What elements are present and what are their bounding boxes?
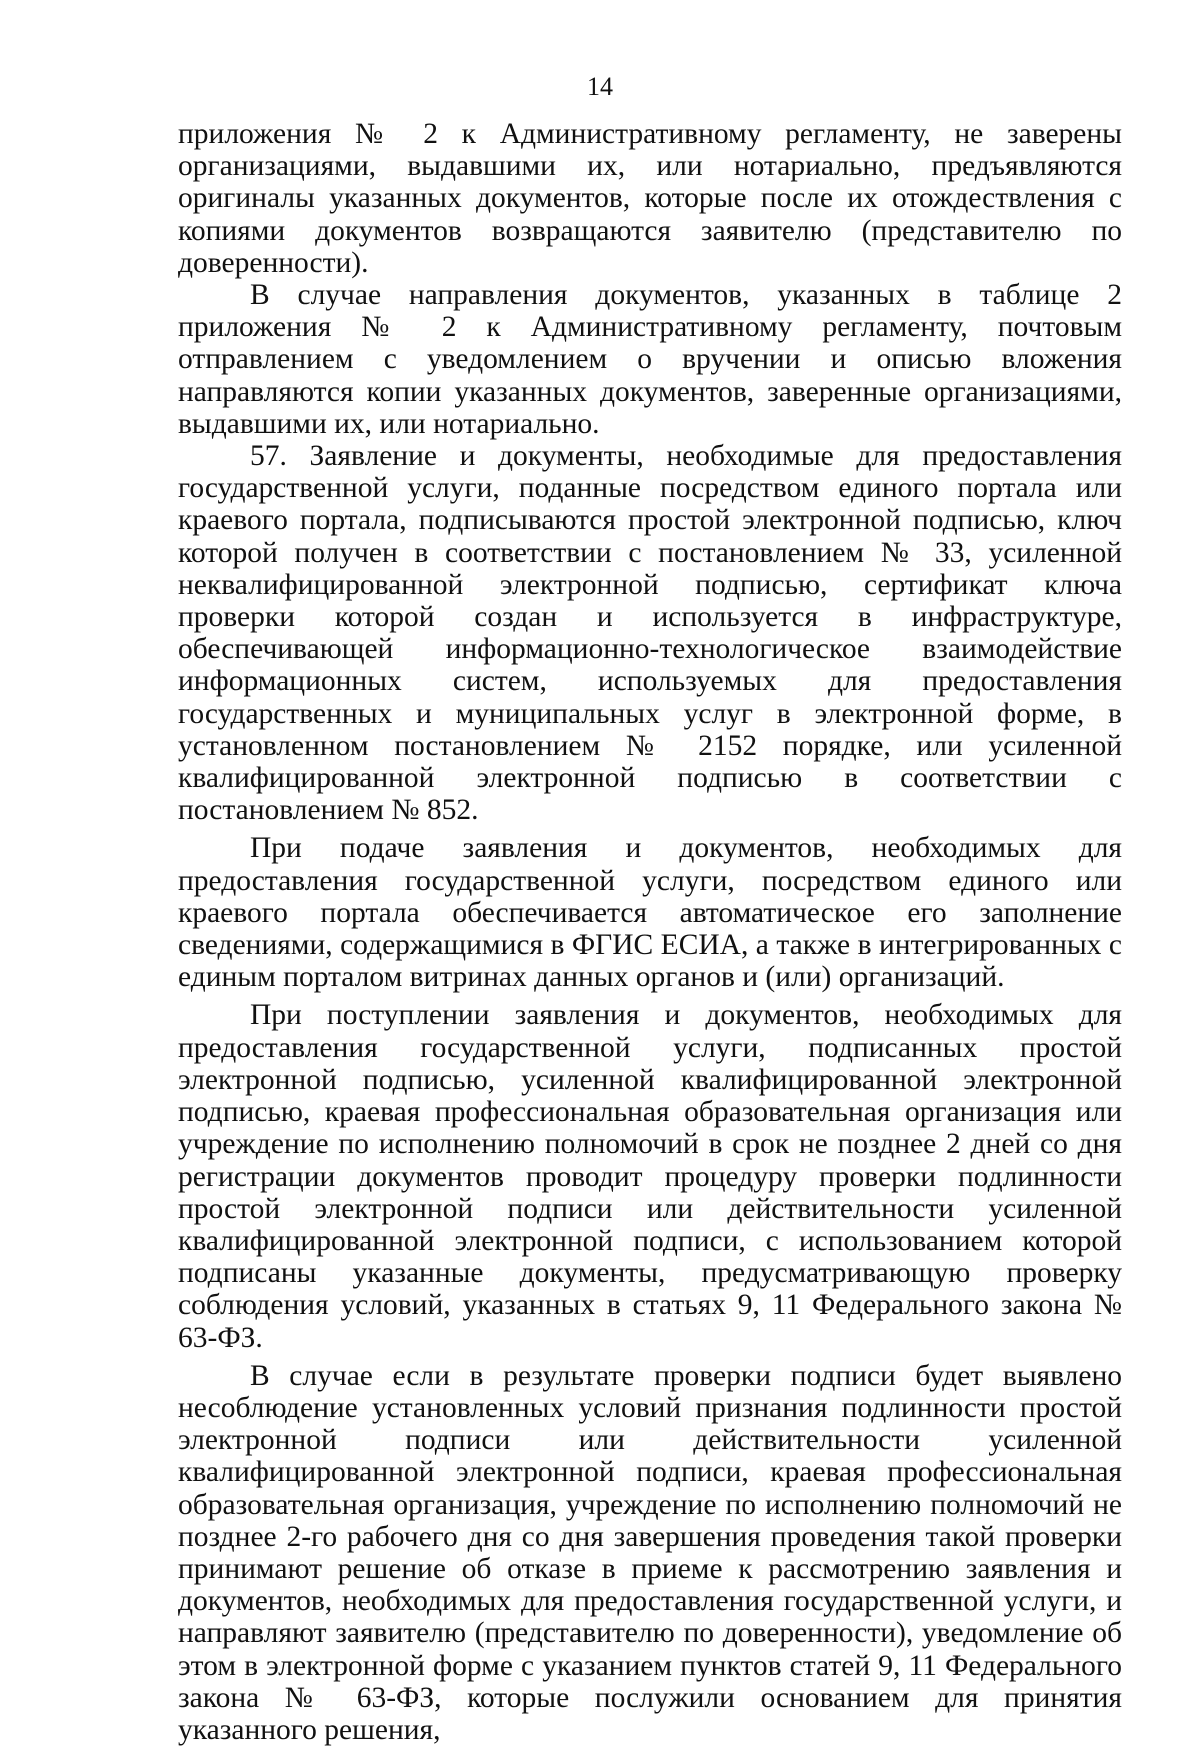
document-body <box>178 118 1122 1746</box>
paragraph-4: При подаче заявления и документов, необходимых для предоставления государственной услуги, посредством единого или краевого портала обеспечивается автоматическое его заполнение сведениями, содержащимися в ФГИС ЕСИА, а также в интегрированных с единым порталом витринах данных органов и (или) организаций. <box>178 832 1122 994</box>
paragraph-6: В случае если в результате проверки подписи будет выявлено несоблюдение установленных условий признания подлинности простой электронной подписи или действительности усиленной квалифицированной электронной подписи, краевая профессиональная образовательная организация, учреждение по исполнению полномочий не позднее 2-го рабочего дня со дня завершения проведения такой проверки принимают решение об отказе в приеме к рассмотрению заявления и документов, необходимых для предоставления государственной услуги, и направляют заявителю (представителю по доверенности), уведомление об этом в электронной форме с указанием пунктов статей 9, 11 Федерального закона № 63-ФЗ, которые послужили основанием для принятия указанного решения, <box>178 1359 1122 1746</box>
paragraph-5: При поступлении заявления и документов, необходимых для предоставления государственной услуги, подписанных простой электронной подписью, усиленной квалифицированной электронной подписью, краевая профессиональная образовательная организация или учреждение по исполнению полномочий в срок не позднее 2 дней со дня регистрации документов проводит процедуру проверки подлинности простой электронной подписи или действительности усиленной квалифицированной электронной подписи, с использованием которой подписаны указанные документы, предусматривающую проверку соблюдения условий, указанных в статьях 9, 11 Федерального закона № 63-ФЗ. <box>178 999 1122 1354</box>
paragraph-3: 57. Заявление и документы, необходимые для предоставления государственной услуги, поданные посредством единого портала или краевого портала, подписываются простой электронной подписью, ключ которой получен в соответствии с постановлением № 33, усиленной неквалифицированной электронной подписью, сертификат ключа проверки которой создан и используется в инфраструктуре, обеспечивающей информационно-технологическое взаимодействие информационных систем, используемых для предоставления государственных и муниципальных услуг в электронной форме, в установленном постановлением № 2152 порядке, или усиленной квалифицированной электронной подписью в соответствии с постановлением № 852. <box>178 440 1122 827</box>
paragraph-1: приложения № 2 к Административному регламенту, не заверены организациями, выдавшими их, или нотариально, предъявляются оригиналы указанных документов, которые после их отождествления с копиями документов возвращаются заявителю (представителю по доверенности). <box>178 118 1122 279</box>
page-number: 14 <box>587 72 613 101</box>
paragraph-2: В случае направления документов, указанных в таблице 2 приложения № 2 к Административному регламенту, почтовым отправлением с уведомлением о вручении и описью вложения направляются копии указанных документов, заверенные организациями, выдавшими их, или нотариально. <box>178 279 1122 440</box>
